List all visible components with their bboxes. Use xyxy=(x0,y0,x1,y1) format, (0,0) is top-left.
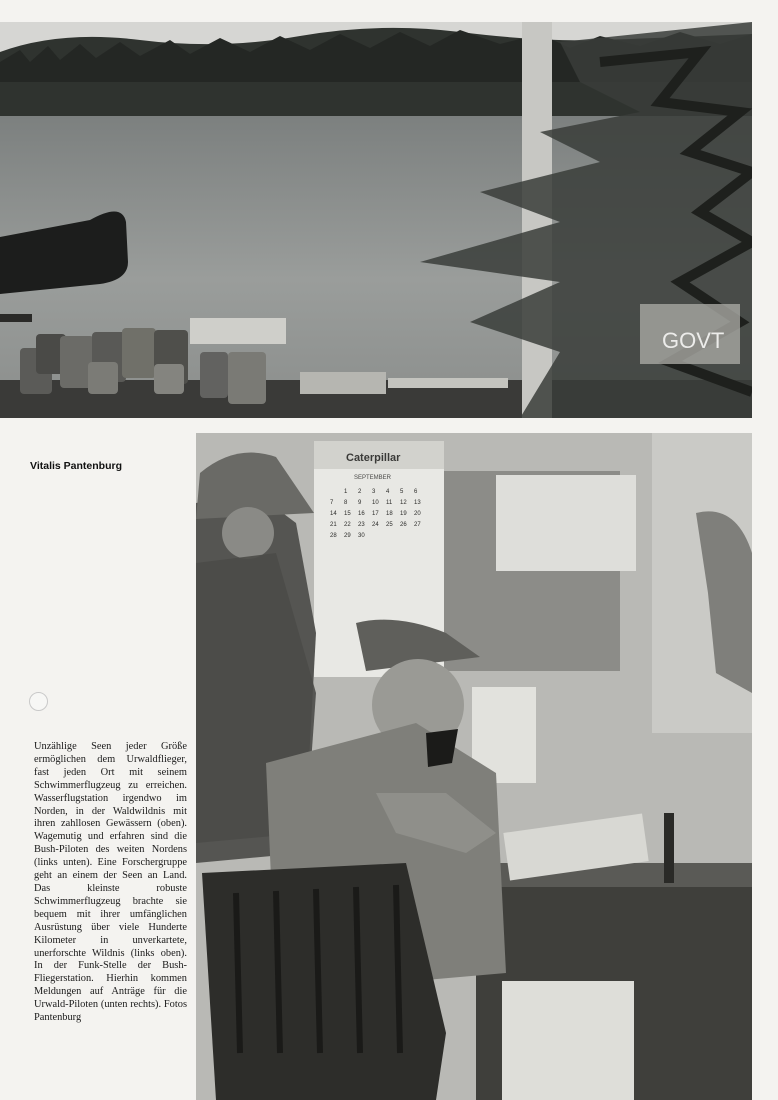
calendar-day: 2 xyxy=(358,489,362,495)
microphone-stand xyxy=(664,813,674,883)
calendar-day: 26 xyxy=(400,522,407,528)
calendar-day: 11 xyxy=(386,500,393,506)
calendar-day: 22 xyxy=(344,522,351,528)
calendar-day: 19 xyxy=(400,511,407,517)
calendar-day: 16 xyxy=(358,511,365,517)
calendar-day: 3 xyxy=(372,489,376,495)
calendar-day: 12 xyxy=(400,500,407,506)
calendar-day: 30 xyxy=(358,533,365,539)
birch-trunk xyxy=(522,22,552,418)
calendar-month: SEPTEMBER xyxy=(354,475,392,481)
calendar-day: 4 xyxy=(386,489,390,495)
wooden-crate xyxy=(190,318,286,344)
calendar-day: 28 xyxy=(330,533,337,539)
calendar-day: 14 xyxy=(330,511,337,517)
calendar-day: 27 xyxy=(414,522,421,528)
calendar-day: 8 xyxy=(344,500,348,506)
calendar-day: 18 xyxy=(386,511,393,517)
lake-photo xyxy=(0,22,752,418)
wall-chart xyxy=(496,475,636,571)
plank-bench xyxy=(300,372,386,394)
dock-plank xyxy=(0,314,32,322)
calendar-day: 24 xyxy=(372,522,379,528)
calendar-day: 23 xyxy=(358,522,365,528)
calendar-day: 29 xyxy=(344,533,351,539)
calendar-day: 10 xyxy=(372,500,379,506)
calendar-day: 13 xyxy=(414,500,421,506)
calendar-day: 17 xyxy=(372,511,379,517)
board xyxy=(388,378,508,388)
calendar-day: 20 xyxy=(414,511,421,517)
calendar-brand: Caterpillar xyxy=(346,452,401,464)
calendar-day: 21 xyxy=(330,522,337,528)
calendar-day: 1 xyxy=(344,489,348,495)
author-name: Vitalis Pantenburg xyxy=(30,460,122,472)
calendar-day: 7 xyxy=(330,500,334,506)
punch-hole xyxy=(29,692,48,711)
calendar-day: 9 xyxy=(358,500,362,506)
calendar-day: 15 xyxy=(344,511,351,517)
clipboard-front xyxy=(502,981,634,1100)
calendar-day: 6 xyxy=(414,489,418,495)
calendar-day: 5 xyxy=(400,489,404,495)
photo-caption: Unzählige Seen jeder Größe ermöglichen dem Urwaldflieger, fast jeden Ort mit seinem Schwimmerflugzeug zu erreichen. Wasserflugstation irgendwo im Norden, in der Waldwildnis mit ihren zahllosen Gewässern (oben). Wagemutig und erfahren sind die Bush-Piloten des weiten Nordens (links unten). Eine Forschergruppe geht an einem der Seen an Land. Das kleinste robuste Schwimmerflugzeug brachte sie bequem mit ihrer umfänglichen Ausrüstung über viele Hunderte Kilometer in unverkartete, unerforschte Wildnis (links oben). In der Funk-Stelle der Bush-Fliegerstation. Hierhin kommen Meldungen auf Anträge für die Urwald-Piloten (unten rechts). Fotos Pantenburg xyxy=(34,741,187,1024)
radio-station-photo xyxy=(196,433,752,1100)
govt-sign: GOVT xyxy=(662,328,725,353)
calendar-day: 25 xyxy=(386,522,393,528)
standing-man-face xyxy=(222,507,274,559)
